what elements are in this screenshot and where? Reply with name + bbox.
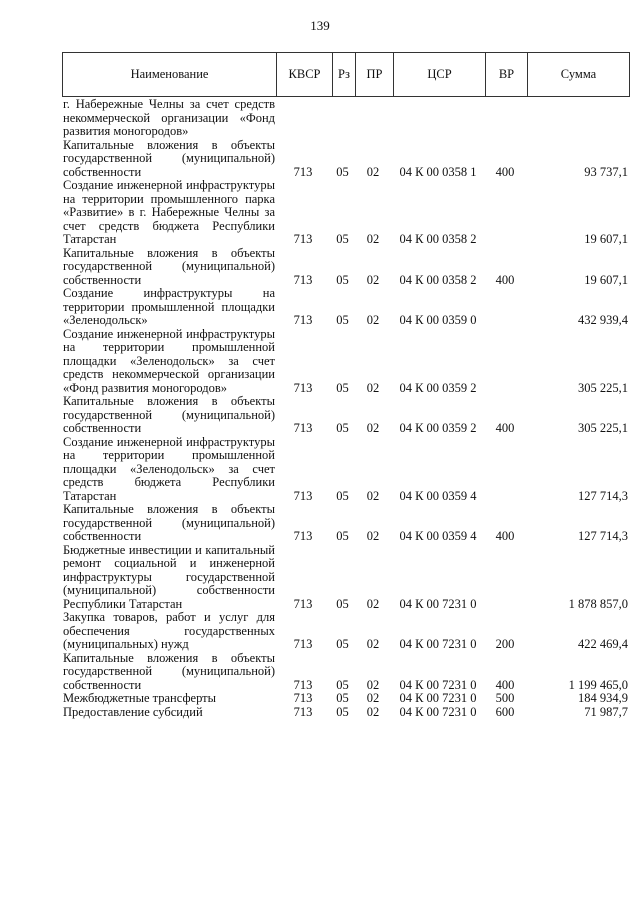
cell-pr: 02	[366, 704, 380, 719]
cell-name: Капитальные вложения в объекты государственной (муниципальной) собственности	[63, 137, 275, 179]
cell-kvsr: 713	[293, 164, 313, 179]
cell-sum: 93 737,1	[584, 164, 628, 179]
cell-csr: 04 К 00 7231 0	[399, 691, 477, 705]
cell-kvsr: 713	[293, 529, 313, 543]
cell-sum: 127 714,3	[578, 529, 628, 543]
cell-kvsr: 713	[293, 691, 313, 705]
header-vr: ВР	[485, 53, 527, 96]
cell-vr: 200	[495, 637, 515, 651]
cell-pr: 02	[366, 488, 380, 503]
cell-pr: 02	[366, 596, 380, 611]
cell-pr: 02	[366, 313, 380, 327]
table-row	[63, 652, 630, 693]
cell-csr: 04 К 00 7231 0	[399, 637, 477, 651]
table-row	[63, 247, 630, 288]
cell-csr: 04 К 00 7231 0	[399, 596, 477, 611]
cell-csr: 04 К 00 0359 2	[399, 380, 477, 395]
cell-vr: 400	[495, 421, 515, 435]
cell-rz: 05	[336, 164, 349, 179]
cell-pr: 02	[366, 529, 380, 543]
cell-rz: 05	[336, 272, 349, 287]
cell-vr: 400	[495, 677, 515, 692]
cell-name: г. Набережные Челны за счет средств некоммерческой организации «Фонд развития моногородов»	[63, 97, 275, 138]
cell-rz: 05	[336, 691, 349, 705]
cell-csr: 04 К 00 0358 1	[399, 164, 477, 179]
table-row	[63, 98, 630, 139]
cell-sum: 305 225,1	[578, 380, 628, 395]
table-row	[63, 706, 630, 720]
cell-kvsr: 713	[293, 704, 313, 719]
table-body	[63, 98, 630, 719]
cell-csr: 04 К 00 0359 0	[399, 313, 477, 327]
cell-sum: 127 714,3	[578, 488, 628, 503]
cell-sum: 1 199 465,0	[568, 677, 628, 692]
header-csr: ЦСР	[393, 53, 485, 96]
cell-name: Предоставление субсидий	[63, 704, 203, 719]
cell-kvsr: 713	[293, 488, 313, 503]
table-row	[63, 287, 630, 328]
cell-rz: 05	[336, 529, 349, 543]
cell-rz: 05	[336, 596, 349, 611]
cell-sum: 432 939,4	[578, 313, 628, 327]
cell-vr: 400	[495, 529, 515, 543]
cell-csr: 04 К 00 0359 4	[399, 488, 477, 503]
cell-rz: 05	[336, 488, 349, 503]
cell-vr: 400	[495, 164, 515, 179]
cell-rz: 05	[336, 380, 349, 395]
cell-rz: 05	[336, 677, 349, 692]
table-row	[63, 179, 630, 247]
cell-sum: 71 987,7	[584, 704, 628, 719]
cell-name: Бюджетные инвестиции и капитальный ремонт социальной и инженерной инфраструктуры государственной (муниципальной) собственности Республики Татарстан	[63, 542, 275, 611]
header-rz: Рз	[332, 53, 355, 96]
cell-csr: 04 К 00 7231 0	[399, 704, 477, 719]
cell-name: Капитальные вложения в объекты государственной (муниципальной) собственности	[63, 502, 275, 543]
cell-name: Капитальные вложения в объекты государственной (муниципальной) собственности	[63, 394, 275, 435]
cell-sum: 1 878 857,0	[568, 596, 628, 611]
cell-csr: 04 К 00 0358 2	[399, 272, 477, 287]
cell-sum: 19 607,1	[584, 232, 628, 246]
cell-name: Межбюджетные трансферты	[63, 691, 217, 705]
cell-sum: 305 225,1	[578, 421, 628, 435]
cell-name: Капитальные вложения в объекты государственной (муниципальной) собственности	[63, 650, 275, 692]
cell-name: Создание инженерной инфраструктуры на территории промышленной площадки «Зеленодольск» за счет средств бюджета Республики Татарстан	[63, 434, 275, 503]
cell-name: Создание инфраструктуры на территории промышленной площадки «Зеленодольск»	[63, 286, 275, 327]
page-number: 139	[310, 18, 330, 33]
cell-kvsr: 713	[293, 272, 313, 287]
table-row	[63, 139, 630, 180]
cell-csr: 04 К 00 0359 2	[399, 421, 477, 435]
header-pr: ПР	[355, 53, 393, 96]
cell-pr: 02	[366, 691, 380, 705]
cell-rz: 05	[336, 232, 349, 246]
cell-pr: 02	[366, 421, 380, 435]
cell-vr: 400	[495, 272, 515, 287]
cell-sum: 19 607,1	[584, 272, 628, 287]
cell-pr: 02	[366, 637, 380, 651]
table-row	[63, 503, 630, 544]
cell-kvsr: 713	[293, 421, 313, 435]
cell-kvsr: 713	[293, 232, 313, 246]
cell-csr: 04 К 00 0359 4	[399, 529, 477, 543]
cell-kvsr: 713	[293, 596, 313, 611]
table-row	[63, 395, 630, 436]
cell-pr: 02	[366, 272, 380, 287]
table-row	[63, 692, 630, 706]
cell-name: Капитальные вложения в объекты государственной (муниципальной) собственности	[63, 245, 275, 287]
cell-sum: 422 469,4	[578, 637, 628, 651]
table-row	[63, 611, 630, 652]
cell-vr: 600	[495, 704, 515, 719]
cell-rz: 05	[336, 704, 349, 719]
cell-pr: 02	[366, 677, 380, 692]
cell-pr: 02	[366, 164, 380, 179]
cell-kvsr: 713	[293, 380, 313, 395]
header-name: Наименование	[130, 67, 209, 81]
table-row	[63, 544, 630, 612]
table-row	[63, 436, 630, 504]
cell-rz: 05	[336, 421, 349, 435]
cell-kvsr: 713	[293, 677, 313, 692]
cell-pr: 02	[366, 380, 380, 395]
cell-csr: 04 К 00 7231 0	[399, 677, 477, 692]
header-sum: Сумма	[527, 53, 629, 96]
table-header	[62, 52, 630, 97]
cell-csr: 04 К 00 0358 2	[399, 232, 477, 246]
table-row	[63, 328, 630, 396]
cell-pr: 02	[366, 232, 380, 246]
header-kvsr: КВСР	[276, 53, 332, 96]
cell-kvsr: 713	[293, 637, 313, 651]
cell-rz: 05	[336, 313, 349, 327]
cell-kvsr: 713	[293, 313, 313, 327]
cell-vr: 500	[495, 691, 515, 705]
cell-name: Закупка товаров, работ и услуг для обеспечения государственных (муниципальных) нужд	[63, 610, 275, 651]
cell-name: Создание инженерной инфраструктуры на территории промышленного парка «Развитие» в г. Набережные Челны за счет средств бюджета Республики Татарстан	[63, 178, 275, 246]
cell-sum: 184 934,9	[578, 691, 628, 705]
cell-rz: 05	[336, 637, 349, 651]
cell-name: Создание инженерной инфраструктуры на территории промышленной площадки «Зеленодольск» за счет средств некоммерческой организации «Фонд развития моногородов»	[63, 326, 275, 395]
